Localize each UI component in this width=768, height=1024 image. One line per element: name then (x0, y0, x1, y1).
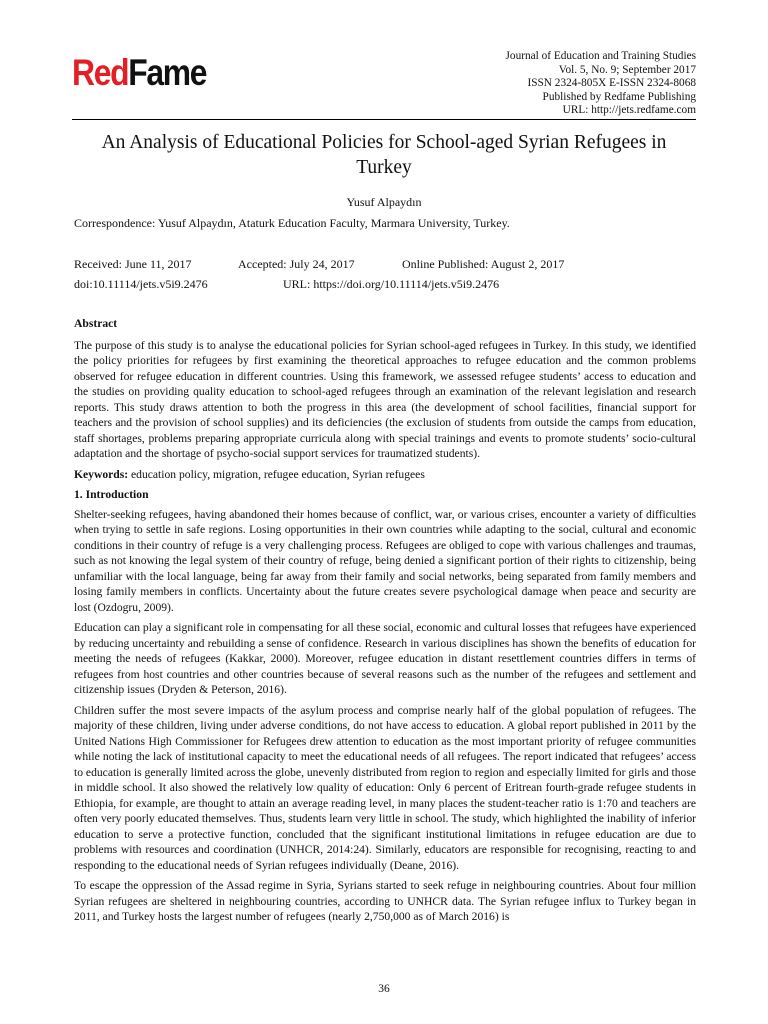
journal-publisher: Published by Redfame Publishing (542, 90, 696, 103)
published-date: Online Published: August 2, 2017 (402, 257, 565, 271)
journal-issn: ISSN 2324-805X E-ISSN 2324-8068 (527, 77, 696, 90)
page-number: 36 (378, 983, 390, 995)
received-date: Received: June 11, 2017 (74, 257, 192, 271)
article-body (74, 316, 696, 930)
abstract-text: The purpose of this study is to analyse the educational policies for Syrian school-aged refugees in Turkey. In this study, we identified the policy priorities for refugees by first examining the theoretical approaches to refugee education and the common problems observed for refugee education in different countries. Using this framework, we assessed refugee students’ access to education and the studies on providing quality education to school-aged refugees through an examination of the relevant legislation and research reports. This study draws attention to both the progress in this area (the development of school facilities, financial support for teachers and the provision of school supplies) and its deficiencies (the exclusion of students from outside the camps from education, staff shortages, problems preparing appropriate curricula along with special trainings and events to promote students’ socio-cultural adaptation and the shortage of psycho-social support services for traumatized students). (74, 338, 696, 460)
journal-name: Journal of Education and Training Studies (505, 50, 696, 62)
keywords-text: education policy, migration, refugee education, Syrian refugees (131, 467, 425, 481)
doi-url[interactable]: URL: https://doi.org/10.11114/jets.v5i9.2476 (283, 277, 500, 291)
section-heading-introduction: 1. Introduction (74, 488, 149, 501)
intro-paragraph-4: To escape the oppression of the Assad regime in Syria, Syrians started to seek refuge in neighbouring countries. About four million Syrian refugees are sheltered in neighbouring countries, according to UNHCR data. The Syrian refugee influx to Turkey began in 2011, and Turkey hosts the largest number of refugees (nearly 2,750,000 as of March 2016) is (74, 879, 696, 923)
accepted-date: Accepted: July 24, 2017 (238, 257, 355, 271)
header-rule (72, 119, 696, 120)
logo-red-part: Red (72, 52, 129, 93)
journal-volume: Vol. 5, No. 9; September 2017 (558, 63, 696, 76)
intro-paragraph-2: Education can play a significant role in compensating for all these social, economic and cultural losses that refugees have experienced by reducing uncertainty and rebuilding a sense of confidence. Research in various disciplines has shown the benefits of education for meeting the needs of refugees (Kakkar, 2000). Moreover, refugee education in distant resettlement countries differs in terms of refugees from host countries and other countries because of several reasons such as the number of the refugees and settlement and citizenship issues (Dryden & Peterson, 2016). (74, 621, 696, 696)
journal-info (506, 50, 696, 118)
journal-url[interactable]: URL: http://jets.redfame.com (562, 104, 696, 117)
keywords-label: Keywords: (74, 467, 129, 481)
article-author: Yusuf Alpaydın (346, 195, 422, 209)
intro-paragraph-3: Children suffer the most severe impacts of the asylum process and comprise nearly half of the global population of refugees. The majority of these children, living under adverse conditions, do not have access to education. A global report published in 2011 by the United Nations High Commissioner for Refugees drew attention to education as the most important priority of refugee communities while noting the lack of institutional capacity to meet the educational needs of all refugees. The report indicated that refugees’ access to education is generally limited across the globe, unevenly distributed from region to region and especially limited for girls and those in middle school. It also showed the relatively low quality of education: Only 6 percent of Eritrean fourth-grade refugee students in Ethiopia, for example, are thought to attain an average reading level, in many places the student-teacher ratio is 1:70 and teachers are often very poorly educated themselves. Thus, students learn very little in school. The study, which highlighted the inability of inferior education to serve a protective function, concluded that the significant institutional limitations in refugee education are due to problems with resources and coordination (UNHCR, 2014:24). Similarly, educators are responsible for recognising, reacting to and responding to the educational needs of Syrian refugees individually (Deane, 2016). (74, 703, 696, 872)
abstract-heading: Abstract (74, 317, 118, 330)
doi[interactable]: doi:10.11114/jets.v5i9.2476 (74, 277, 208, 291)
logo-black-part: Fame (128, 52, 207, 93)
intro-paragraph-1: Shelter-seeking refugees, having abandoned their homes because of conflict, war, or various crises, encounter a variety of difficulties when trying to settle in safe regions. Losing opportunities in their own countries while adapting to the social, cultural and economic conditions in their country of refuge is a very challenging process. Refugees are obliged to cope with various challenges and traumas, such as not knowing the legal system of their country of refuge, being denied a significant portion of their rights to citizenship, being unfamiliar with the local language, being far away from their family and social networks, being separated from family members and losing family members in conflicts. Uncertainty about the future creates severe psychological damage when peace and security are lost (Ozdogru, 2009). (74, 507, 696, 614)
article-title: An Analysis of Educational Policies for School-aged Syrian Refugees in Turkey (101, 132, 667, 178)
publisher-logo (72, 54, 206, 91)
correspondence-text: Correspondence: Yusuf Alpaydın, Ataturk Education Faculty, Marmara University, Turkey. (74, 216, 510, 230)
keywords (74, 467, 696, 483)
